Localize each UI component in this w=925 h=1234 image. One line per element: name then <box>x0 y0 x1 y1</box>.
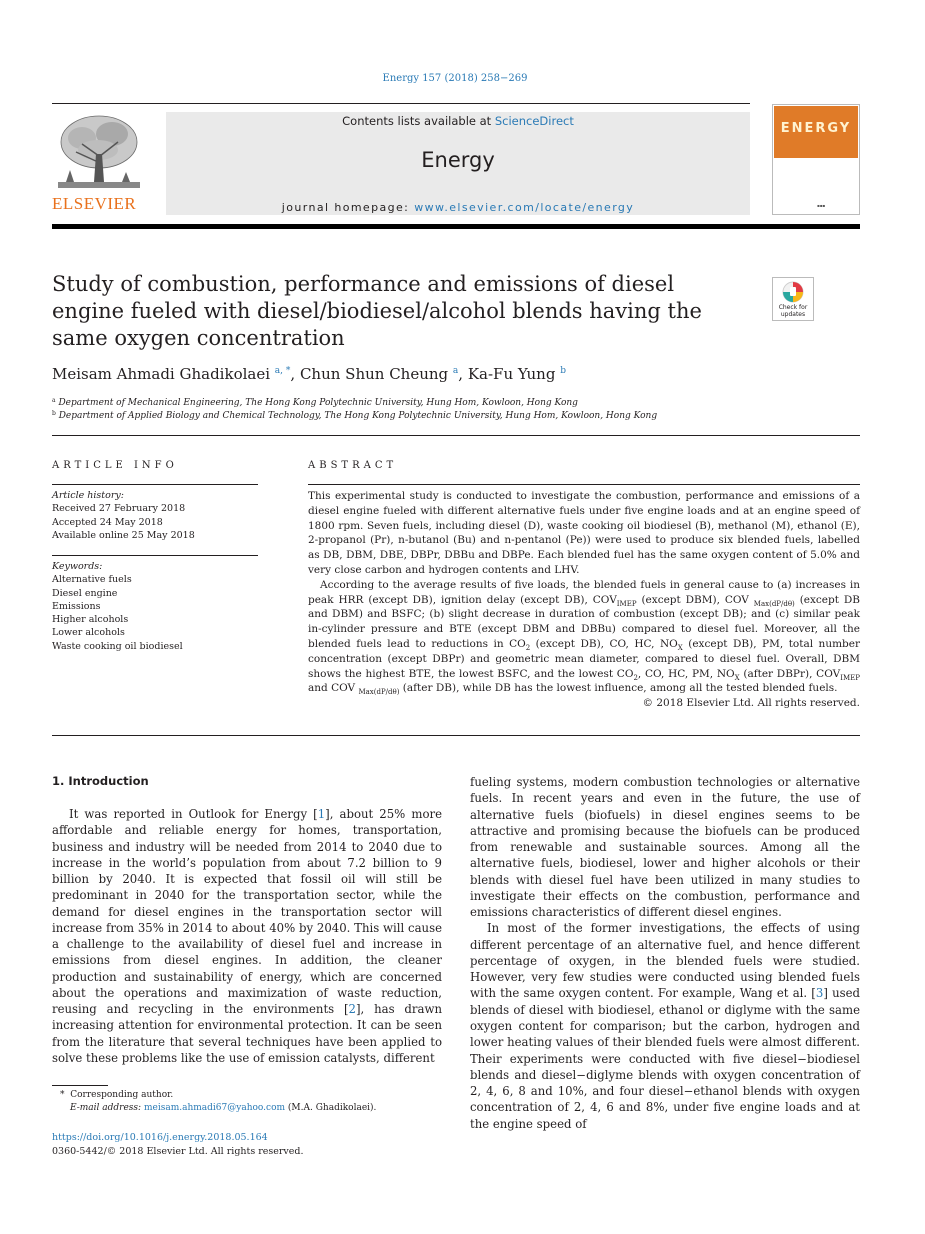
abstract-heading: ABSTRACT <box>308 460 398 471</box>
abstract-subscript: Max(dP/dθ) <box>753 599 795 608</box>
abstract-subscript: X <box>677 644 683 653</box>
author-list <box>52 365 566 383</box>
keyword: Waste cooking oil biodiesel <box>52 640 183 652</box>
affiliation-mark: a <box>52 397 56 404</box>
author-name[interactable]: Ka-Fu Yung <box>467 365 556 383</box>
affiliation-a <box>52 397 578 408</box>
abstract-body <box>308 489 860 711</box>
abstract-paragraph: This experimental study is conducted to investigate the combustion, performance and emissions of a diesel engine fueled with different alternative fuels under five engine loads and at an engine speed of 1800 rpm. Seven fuels, including diesel (D), waste cooking oil biodiesel (B), methanol (M), ethanol (E), 2-propanol (Pr), n-butanol (Bu) and n-pentanol (Pe)) were used to produce six blended fuels, labelled as DB, DBM, DBE, DBPr, DBBu and DBPe. Each blended fuel has the same oxygen content of 5.0% and very close carbon and hydrogen contents and LHV. <box>308 490 860 576</box>
check-for-updates-badge[interactable] <box>772 277 814 321</box>
journal-name: Energy <box>421 148 495 172</box>
affiliation-b <box>52 410 657 421</box>
abstract-text: (except DB), PM, total number concentration (except DBPr) and geometric mean diameter, compared to diesel fuel. Overall, DBM shows the highest BTE, the lowest BSFC, and the lowest CO <box>308 637 860 680</box>
abstract-subscript: 2 <box>525 644 531 653</box>
keywords-rule <box>52 555 258 556</box>
corresponding-footnote <box>60 1090 173 1100</box>
homepage-link[interactable]: www.elsevier.com/locate/energy <box>414 201 635 214</box>
cover-title: ENERGY <box>780 121 852 136</box>
footnote-mark: * <box>60 1090 65 1100</box>
keywords-list <box>52 560 183 653</box>
abstract-subscript: 2 <box>633 673 638 682</box>
publisher-wordmark: ELSEVIER <box>52 194 137 213</box>
article-info-heading: ARTICLE INFO <box>52 460 178 471</box>
abstract-text: (except DB), CO, HC, NO <box>530 637 678 650</box>
email-owner: (M.A. Ghadikolaei). <box>287 1103 377 1113</box>
body-text: ], about 25% more affordable and reliable energy for homes, transportation, business and industry will be needed from 2014 to 2040 due to increase in the world’s population from about 7.2 billion to 9 billion by 2040. It is expected that fossil oil will still be predominant in 2040 for the transportation sector, while the demand for diesel engines in the transportation sector will increase from 35% in 2014 to about 40% by 2040. This will cause a challenge to the availability of diesel fuel and increase in emissions from diesel engines. In addition, the cleaner production and sustainability of energy, which are concerned about the operations and maximization of waste reduction, reusing and recycling in the environments [ <box>52 807 442 1017</box>
affiliation-mark: b <box>52 410 56 417</box>
footnote-rule <box>52 1085 108 1086</box>
abstract-text: and COV <box>308 682 359 695</box>
abstract-subscript: X <box>734 673 740 682</box>
keyword: Diesel engine <box>52 587 118 599</box>
keyword: Higher alcohols <box>52 614 129 626</box>
author-name[interactable]: Meisam Ahmadi Ghadikolaei <box>52 365 271 383</box>
body-text: It was reported in Outlook for Energy [ <box>69 807 318 821</box>
email-label: E-mail address: <box>70 1103 142 1113</box>
crossmark-icon <box>782 281 804 303</box>
abstract-text: According to the average results of five loads, the blended fuels in general cause to (a) increases in peak HRR (except DB), ignition delay (except DB), COV <box>308 578 860 606</box>
contents-line <box>166 114 750 128</box>
history-label: Article history: <box>52 490 124 501</box>
tree-icon <box>52 112 146 196</box>
elsevier-logo <box>52 112 146 216</box>
body-text: ] used blends of diesel with biodiesel, ethanol or diglyme with the same oxygen content for comparison; but the carbon, hydrogen and lower heating values of their blended fuels were almost different. Their experiments were conducted with five diesel−biodiesel blends and diesel−diglyme blends with oxygen concentration of 2, 4, 6, 8 and 10%, and four diesel−ethanol blends with oxygen concentration of 2, 4, 6 and 8%, under five engine loads and at the engine speed of <box>470 986 860 1131</box>
journal-citation[interactable]: Energy 157 (2018) 258−269 <box>382 73 528 84</box>
homepage-prefix: journal homepage: <box>281 201 415 214</box>
abstract-subscript: IMEP <box>840 673 860 682</box>
reference-link[interactable]: 2 <box>348 1002 356 1017</box>
author-name[interactable]: Chun Shun Cheung <box>299 365 449 383</box>
article-history <box>52 489 195 542</box>
body-paragraph: fueling systems, modern combustion technologies or alternative fuels. In recent years and even in the future, the use of alternative fuels (biofuels) in diesel engines seems to be attractive and promising because the biofuels can be produced from renewable and sustainable sources. Among all the alternative fuels, biodiesel, lower and higher alcohols or their blends with diesel fuel have been utilized in many studies to investigate their effects on the combustion, performance and emissions characteristics of different diesel engines. <box>470 775 860 920</box>
contents-prefix: Contents lists available at <box>342 114 495 128</box>
affiliation-text: Department of Mechanical Engineering, The Hong Kong Polytechnic University, Hung Hom, Kowloon, Hong Kong <box>58 398 578 408</box>
author-separator: , <box>290 365 300 383</box>
abstract-paragraph <box>308 578 860 696</box>
article-info-rule <box>52 484 258 485</box>
abstract-text: (except DB and DBM) and BSFC; (b) slight decrease in duration of combustion (except DB); and (c) similar peak in-cylinder pressure and BTE (except DBM and DBBu) compared to diesel fuel. Moreover, all the blended fuels lead to reductions in CO <box>308 593 860 650</box>
abstract-text: (except DBM), COV <box>636 593 754 606</box>
homepage-line <box>166 201 750 214</box>
history-item: Received 27 February 2018 <box>52 503 186 515</box>
cover-logo: ▪▪▪ <box>817 203 826 208</box>
abstract-subscript: IMEP <box>616 599 637 608</box>
crossmark-label: Check for updates <box>778 304 808 318</box>
affiliation-text: Department of Applied Biology and Chemical Technology, The Hong Kong Polytechnic University, Hung Hom, Kowloon, Hong Kong <box>58 411 658 421</box>
abstract-rule <box>308 484 860 485</box>
issn-line: 0360-5442/© 2018 Elsevier Ltd. All rights reserved. <box>52 1146 304 1157</box>
keyword: Alternative fuels <box>52 574 132 586</box>
journal-cover[interactable] <box>772 104 860 215</box>
history-item: Accepted 24 May 2018 <box>52 516 163 528</box>
email-link[interactable]: meisam.ahmadi67@yahoo.com <box>143 1103 286 1113</box>
abstract-text: (after DBPr), COV <box>739 667 841 680</box>
author-affil-mark[interactable]: a, * <box>274 366 291 376</box>
section-heading: 1. Introduction <box>52 774 149 788</box>
body-paragraph <box>52 806 442 1066</box>
article-title: Study of combustion, performance and emissions of diesel engine fueled with diesel/biodiesel/alcohol blends having the same oxygen concentration <box>52 272 702 350</box>
keyword: Emissions <box>52 600 101 612</box>
header-rule <box>52 103 750 104</box>
affiliation-rule <box>52 435 860 436</box>
author-affil-mark[interactable]: b <box>560 366 566 376</box>
body-text: In most of the former investigations, the effects of using different percentage of an alternative fuel, and hence different percentage of oxygen, in the blended fuels were studied. However, very few studies were conducted using blended fuels with the same oxygen content. For example, Wang et al. [ <box>470 921 860 1001</box>
body-text: ], has drawn increasing attention for environmental protection. It can be seen from the literature that several techniques have been applied to solve these problems like the use of emission catalysts, different <box>52 1002 442 1065</box>
keyword: Lower alcohols <box>52 627 125 639</box>
body-paragraph <box>470 920 860 1131</box>
email-footnote <box>70 1103 376 1113</box>
author-affil-mark[interactable]: a <box>452 366 459 376</box>
header-thick-rule <box>52 224 860 229</box>
reference-link[interactable]: 3 <box>815 986 824 1001</box>
author-separator: , <box>458 365 468 383</box>
abstract-text: (after DB), while DB has the lowest influence, among all the tested blended fuels. <box>399 682 838 695</box>
reference-link[interactable]: 1 <box>317 807 326 821</box>
abstract-copyright: © 2018 Elsevier Ltd. All rights reserved. <box>642 697 860 710</box>
keywords-label: Keywords: <box>52 561 103 572</box>
journal-banner <box>166 112 750 215</box>
body-column-right <box>470 774 860 1132</box>
history-item: Available online 25 May 2018 <box>52 529 195 541</box>
doi-link[interactable]: https://doi.org/10.1016/j.energy.2018.05.164 <box>52 1132 268 1143</box>
sciencedirect-link[interactable]: ScienceDirect <box>494 114 574 128</box>
abstract-subscript: Max(dP/dθ) <box>358 688 400 697</box>
body-column-left <box>52 806 442 1066</box>
abstract-end-rule <box>52 735 860 736</box>
footnote-text: Corresponding author. <box>70 1090 174 1100</box>
abstract-text: , CO, HC, PM, NO <box>637 667 735 680</box>
